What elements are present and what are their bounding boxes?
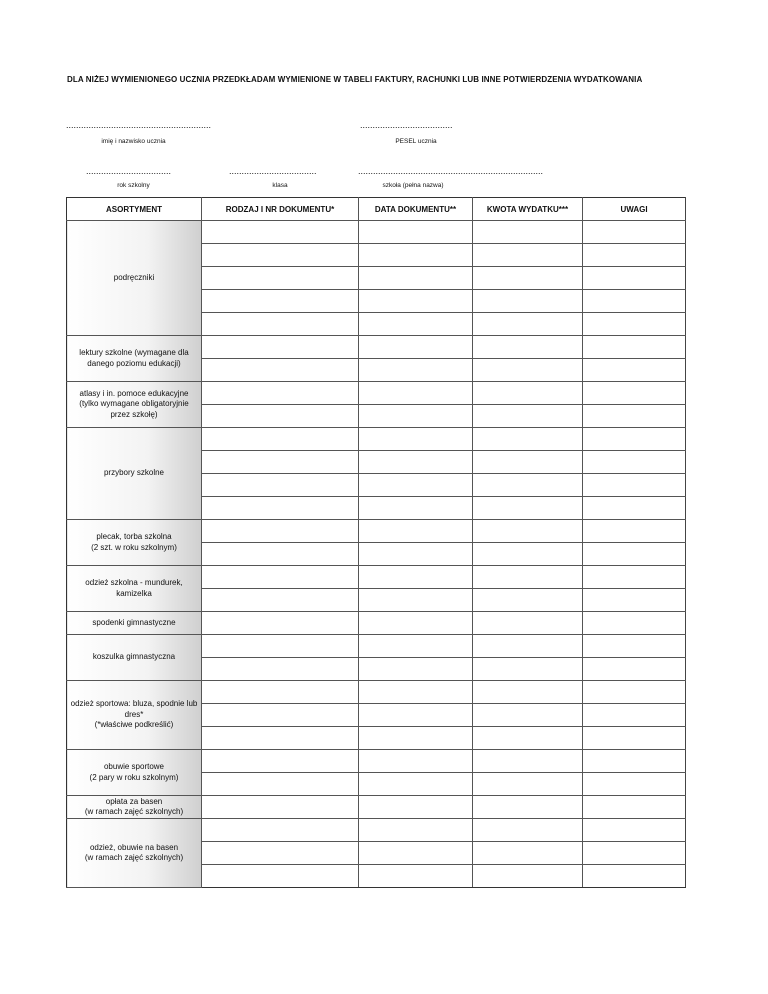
amount-cell[interactable] xyxy=(473,750,583,773)
document-type-cell[interactable] xyxy=(202,313,359,336)
amount-cell[interactable] xyxy=(473,681,583,704)
document-date-cell[interactable] xyxy=(359,727,473,750)
notes-cell[interactable] xyxy=(583,566,686,589)
notes-cell[interactable] xyxy=(583,520,686,543)
document-type-cell[interactable] xyxy=(202,221,359,244)
notes-cell[interactable] xyxy=(583,428,686,451)
amount-cell[interactable] xyxy=(473,221,583,244)
table-row xyxy=(67,428,686,451)
amount-cell[interactable] xyxy=(473,451,583,474)
table-row xyxy=(67,635,686,658)
notes-cell[interactable] xyxy=(583,635,686,658)
document-date-cell[interactable] xyxy=(359,704,473,727)
document-date-cell[interactable] xyxy=(359,543,473,566)
document-date-cell[interactable] xyxy=(359,474,473,497)
school-name-field-line[interactable]: .......................................................................... xyxy=(358,166,544,176)
document-type-cell[interactable] xyxy=(202,474,359,497)
table-body xyxy=(67,221,686,888)
amount-cell[interactable] xyxy=(473,382,583,405)
document-date-cell[interactable] xyxy=(359,681,473,704)
amount-cell[interactable] xyxy=(473,543,583,566)
amount-cell[interactable] xyxy=(473,520,583,543)
table-row xyxy=(67,796,686,819)
document-type-cell[interactable] xyxy=(202,336,359,359)
notes-cell[interactable] xyxy=(583,497,686,520)
table-row xyxy=(67,819,686,842)
document-date-cell[interactable] xyxy=(359,267,473,290)
notes-cell[interactable] xyxy=(583,267,686,290)
notes-cell[interactable] xyxy=(583,865,686,888)
document-date-cell[interactable] xyxy=(359,382,473,405)
document-type-cell[interactable] xyxy=(202,819,359,842)
amount-cell[interactable] xyxy=(473,635,583,658)
amount-cell[interactable] xyxy=(473,658,583,681)
document-date-cell[interactable] xyxy=(359,451,473,474)
table-row xyxy=(67,681,686,704)
table-row xyxy=(67,382,686,405)
document-date-cell[interactable] xyxy=(359,842,473,865)
notes-cell[interactable] xyxy=(583,290,686,313)
document-date-cell[interactable] xyxy=(359,819,473,842)
amount-cell[interactable] xyxy=(473,865,583,888)
amount-cell[interactable] xyxy=(473,474,583,497)
category-cell: atlasy i in. pomoce edukacyjne (tylko wymagane obligatoryjnie przez szkołę) xyxy=(67,382,202,428)
document-date-cell[interactable] xyxy=(359,612,473,635)
document-date-cell[interactable] xyxy=(359,290,473,313)
document-type-cell[interactable] xyxy=(202,865,359,888)
document-type-cell[interactable] xyxy=(202,773,359,796)
amount-cell[interactable] xyxy=(473,244,583,267)
header-amount: KWOTA WYDATKU*** xyxy=(473,198,583,221)
header-asortyment: ASORTYMENT xyxy=(67,198,202,221)
document-type-cell[interactable] xyxy=(202,658,359,681)
document-date-cell[interactable] xyxy=(359,635,473,658)
document-date-cell[interactable] xyxy=(359,520,473,543)
document-type-cell[interactable] xyxy=(202,520,359,543)
category-cell: obuwie sportowe (2 pary w roku szkolnym) xyxy=(67,750,202,796)
document-date-cell[interactable] xyxy=(359,566,473,589)
table-row xyxy=(67,750,686,773)
document-type-cell[interactable] xyxy=(202,428,359,451)
category-cell: odzież, obuwie na basen (w ramach zajęć szkolnych) xyxy=(67,819,202,888)
notes-cell[interactable] xyxy=(583,244,686,267)
notes-cell[interactable] xyxy=(583,359,686,382)
document-type-cell[interactable] xyxy=(202,382,359,405)
class-field-line[interactable]: ................................... xyxy=(229,166,317,176)
document-type-cell[interactable] xyxy=(202,589,359,612)
table-row xyxy=(67,612,686,635)
document-type-cell[interactable] xyxy=(202,681,359,704)
amount-cell[interactable] xyxy=(473,267,583,290)
notes-cell[interactable] xyxy=(583,451,686,474)
document-type-cell[interactable] xyxy=(202,451,359,474)
notes-cell[interactable] xyxy=(583,819,686,842)
document-type-cell[interactable] xyxy=(202,497,359,520)
document-type-cell[interactable] xyxy=(202,359,359,382)
amount-cell[interactable] xyxy=(473,842,583,865)
document-type-cell[interactable] xyxy=(202,635,359,658)
document-type-cell[interactable] xyxy=(202,244,359,267)
amount-cell[interactable] xyxy=(473,612,583,635)
amount-cell[interactable] xyxy=(473,704,583,727)
pesel-field-label: PESEL ucznia xyxy=(395,138,437,145)
document-date-cell[interactable] xyxy=(359,244,473,267)
category-cell: koszulka gimnastyczna xyxy=(67,635,202,681)
name-field-label: imię i nazwisko ucznia xyxy=(101,138,166,145)
document-type-cell[interactable] xyxy=(202,267,359,290)
category-cell: spodenki gimnastyczne xyxy=(67,612,202,635)
notes-cell[interactable] xyxy=(583,221,686,244)
document-type-cell[interactable] xyxy=(202,405,359,428)
document-date-cell[interactable] xyxy=(359,313,473,336)
notes-cell[interactable] xyxy=(583,543,686,566)
table-row xyxy=(67,221,686,244)
document-date-cell[interactable] xyxy=(359,658,473,681)
category-cell: odzież szkolna - mundurek, kamizelka xyxy=(67,566,202,612)
document-type-cell[interactable] xyxy=(202,727,359,750)
document-date-cell[interactable] xyxy=(359,497,473,520)
document-date-cell[interactable] xyxy=(359,359,473,382)
document-date-cell[interactable] xyxy=(359,773,473,796)
school-year-field-label: rok szkolny xyxy=(117,182,150,189)
notes-cell[interactable] xyxy=(583,589,686,612)
class-field-label: klasa xyxy=(272,182,288,189)
school-year-field-line[interactable]: .................................. xyxy=(86,166,172,176)
document-type-cell[interactable] xyxy=(202,750,359,773)
amount-cell[interactable] xyxy=(473,773,583,796)
amount-cell[interactable] xyxy=(473,727,583,750)
notes-cell[interactable] xyxy=(583,405,686,428)
amount-cell[interactable] xyxy=(473,819,583,842)
document-type-cell[interactable] xyxy=(202,612,359,635)
category-cell: plecak, torba szkolna (2 szt. w roku szkolnym) xyxy=(67,520,202,566)
header-document-type: RODZAJ I NR DOKUMENTU* xyxy=(202,198,359,221)
category-cell: przybory szkolne xyxy=(67,428,202,520)
document-date-cell[interactable] xyxy=(359,750,473,773)
notes-cell[interactable] xyxy=(583,727,686,750)
expenses-table xyxy=(66,197,686,888)
amount-cell[interactable] xyxy=(473,359,583,382)
amount-cell[interactable] xyxy=(473,589,583,612)
document-date-cell[interactable] xyxy=(359,221,473,244)
notes-cell[interactable] xyxy=(583,704,686,727)
document-type-cell[interactable] xyxy=(202,796,359,819)
document-date-cell[interactable] xyxy=(359,865,473,888)
amount-cell[interactable] xyxy=(473,497,583,520)
document-date-cell[interactable] xyxy=(359,589,473,612)
notes-cell[interactable] xyxy=(583,313,686,336)
document-type-cell[interactable] xyxy=(202,842,359,865)
document-type-cell[interactable] xyxy=(202,543,359,566)
amount-cell[interactable] xyxy=(473,313,583,336)
table-row xyxy=(67,336,686,359)
document-date-cell[interactable] xyxy=(359,405,473,428)
document-type-cell[interactable] xyxy=(202,290,359,313)
notes-cell[interactable] xyxy=(583,336,686,359)
document-type-cell[interactable] xyxy=(202,566,359,589)
school-name-field-label: szkoła (pełna nazwa) xyxy=(382,182,444,189)
category-cell: opłata za basen (w ramach zajęć szkolnych) xyxy=(67,796,202,819)
category-cell: podręczniki xyxy=(67,221,202,336)
amount-cell[interactable] xyxy=(473,796,583,819)
document-date-cell[interactable] xyxy=(359,336,473,359)
header-notes: UWAGI xyxy=(583,198,686,221)
notes-cell[interactable] xyxy=(583,842,686,865)
amount-cell[interactable] xyxy=(473,290,583,313)
table-row xyxy=(67,566,686,589)
document-date-cell[interactable] xyxy=(359,796,473,819)
category-cell: odzież sportowa: bluza, spodnie lub dres* (*właściwe podkreślić) xyxy=(67,681,202,750)
name-field-line[interactable]: .......................................................... xyxy=(66,120,212,130)
notes-cell[interactable] xyxy=(583,612,686,635)
document-type-cell[interactable] xyxy=(202,704,359,727)
amount-cell[interactable] xyxy=(473,566,583,589)
notes-cell[interactable] xyxy=(583,474,686,497)
notes-cell[interactable] xyxy=(583,681,686,704)
pesel-field-line[interactable]: ..................................... xyxy=(360,120,453,130)
amount-cell[interactable] xyxy=(473,336,583,359)
table-row xyxy=(67,520,686,543)
amount-cell[interactable] xyxy=(473,405,583,428)
notes-cell[interactable] xyxy=(583,658,686,681)
notes-cell[interactable] xyxy=(583,773,686,796)
category-cell: lektury szkolne (wymagane dla danego poziomu edukacji) xyxy=(67,336,202,382)
page-heading: DLA NIŻEJ WYMIENIONEGO UCZNIA PRZEDKŁADAM WYMIENIONE W TABELI FAKTURY, RACHUNKI LUB INNE POTWIERDZENIA WYDATKOWANIA xyxy=(67,75,643,84)
document-date-cell[interactable] xyxy=(359,428,473,451)
header-document-date: DATA DOKUMENTU** xyxy=(359,198,473,221)
amount-cell[interactable] xyxy=(473,428,583,451)
notes-cell[interactable] xyxy=(583,796,686,819)
notes-cell[interactable] xyxy=(583,750,686,773)
notes-cell[interactable] xyxy=(583,382,686,405)
